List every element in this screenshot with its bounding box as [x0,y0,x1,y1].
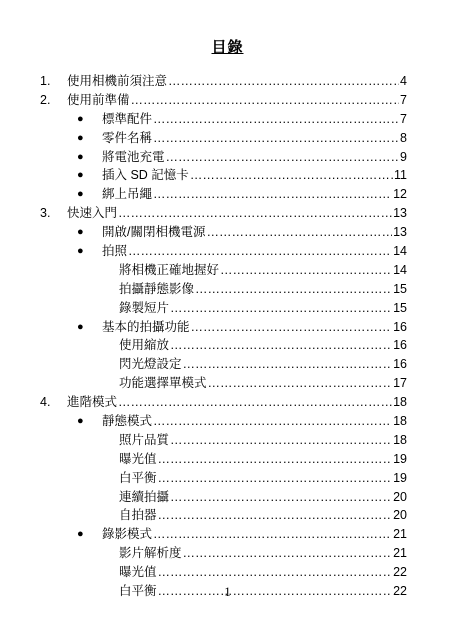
toc-entry-line [102,110,407,129]
toc-entry-page: 14 [393,262,407,277]
toc-entry [0,242,455,261]
toc-entry-line [119,450,407,469]
toc-entry-label: 白平衡 [119,470,157,485]
toc-entry [0,431,455,450]
toc-entry-page: 16 [393,357,407,372]
dot-leader [206,223,392,242]
bullet-icon: ● [77,169,84,182]
page-footer-number: 1 [224,584,231,599]
toc-entry-line [119,506,407,525]
dot-leader [153,412,392,431]
toc-entry [0,166,455,185]
toc-entry-page: 17 [393,376,407,391]
toc-entry-label: 標準配件 [102,111,153,126]
toc-entry-line [102,525,407,544]
toc-entry-label: 照片品質 [119,432,170,447]
toc-entry-page: 22 [393,565,407,580]
bullet-icon: ● [77,415,84,428]
toc-entry-page: 8 [400,130,407,145]
toc-entry-label: 靜態模式 [102,414,153,429]
toc-entry-page: 16 [393,319,407,334]
toc-entry-label: 功能選擇單模式 [119,376,207,391]
toc-entry [0,412,455,431]
toc-entry-number: 1. [40,74,51,88]
toc-entry-page: 18 [393,414,407,429]
dot-leader [153,185,392,204]
toc-entry-line [102,185,407,204]
dot-leader [170,431,392,450]
dot-leader [191,318,393,337]
toc-entry-line [67,91,407,110]
toc-entry-label: 插入 SD 記憶卡 [102,168,189,183]
bullet-icon: ● [77,245,84,258]
dot-leader [208,374,393,393]
toc-entry-page: 22 [393,584,407,599]
toc-entry-page: 18 [393,432,407,447]
toc-entry [0,299,455,318]
toc-entry [0,506,455,525]
toc-entry-line [67,393,407,412]
toc-entry-page: 11 [394,168,407,183]
dot-leader [168,72,399,91]
dot-leader [118,204,392,223]
dot-leader [158,563,393,582]
toc-entry-label: 基本的拍攝功能 [102,319,190,334]
toc-entry-page: 12 [393,187,407,202]
toc-entry [0,72,455,91]
toc-entry-line [119,563,407,582]
toc-entry-page: 16 [393,338,407,353]
toc-entry [0,563,455,582]
dot-leader [170,299,392,318]
toc-entry [0,204,455,223]
bullet-icon: ● [77,320,84,333]
toc-entry-line [102,223,407,242]
toc-entry-label: 影片解析度 [119,546,182,561]
toc-entry [0,525,455,544]
toc-entry [0,129,455,148]
toc-entry-line [119,469,407,488]
toc-entry-label: 拍照 [102,244,128,259]
dot-leader [128,242,392,261]
toc-entry-label: 快速入門 [67,206,118,221]
bullet-icon: ● [77,131,84,144]
toc-entry-page: 21 [393,527,407,542]
toc-entry-page: 20 [393,489,407,504]
toc-entry [0,469,455,488]
page-title: 目錄 [211,39,244,56]
toc-entry-page: 13 [393,206,407,221]
toc-entry-line [102,412,407,431]
toc-entry-line [119,544,407,563]
toc-entry-line [119,336,407,355]
toc-entry [0,91,455,110]
dot-leader [220,261,392,280]
dot-leader [183,355,393,374]
toc-entry [0,318,455,337]
toc-entry-line [102,318,407,337]
toc-entry-label: 將相機正確地握好 [119,262,220,277]
dot-leader [158,506,393,525]
toc-entry-line [119,374,407,393]
toc-entry-line [102,166,407,185]
toc-entry [0,261,455,280]
bullet-icon: ● [77,528,84,541]
toc-entry-label: 錄影模式 [102,527,153,542]
toc-entry-label: 開啟/關閉相機電源 [102,225,206,240]
toc-entry-page: 9 [400,149,407,164]
dot-leader [166,148,400,167]
toc-entry-label: 連續拍攝 [119,489,170,504]
dot-leader [170,336,392,355]
dot-leader [195,280,392,299]
dot-leader [153,110,399,129]
toc-entry-page: 21 [393,546,407,561]
toc-entry-line [119,355,407,374]
toc-entry-number: 2. [40,92,51,107]
toc-entry-line [67,72,407,91]
table-of-contents [0,72,455,601]
toc-entry-line [102,242,407,261]
bullet-icon: ● [77,188,84,201]
toc-entry-label: 零件名稱 [102,130,153,145]
toc-entry-line [119,261,407,280]
toc-entry [0,355,455,374]
toc-entry [0,336,455,355]
toc-entry [0,450,455,469]
toc-entry-page: 20 [393,508,407,523]
dot-leader [158,469,393,488]
toc-entry [0,488,455,507]
dot-leader [131,91,400,110]
toc-entry-page: 15 [393,300,407,315]
toc-entry-label: 將電池充電 [102,149,165,164]
toc-entry-line [119,431,407,450]
toc-entry-label: 使用相機前須注意 [67,74,168,88]
toc-entry [0,280,455,299]
toc-entry-label: 使用前準備 [67,92,130,107]
toc-entry-page: 19 [393,470,407,485]
toc-entry-number: 3. [40,206,51,221]
toc-entry [0,110,455,129]
toc-entry [0,393,455,412]
toc-entry-label: 自拍器 [119,508,157,523]
toc-entry-number: 4. [40,395,51,410]
toc-entry [0,544,455,563]
dot-leader [153,129,399,148]
toc-entry-line [119,299,407,318]
toc-entry-page: 14 [393,244,407,259]
toc-entry-page: 18 [393,395,407,410]
toc-entry-page: 13 [393,225,407,240]
dot-leader [118,393,392,412]
toc-entry [0,148,455,167]
toc-entry-page: 7 [400,92,407,107]
toc-entry-line [119,488,407,507]
toc-entry-page: 19 [393,451,407,466]
toc-entry-label: 使用縮放 [119,338,170,353]
toc-entry-page: 7 [400,111,407,126]
toc-entry-label: 閃光燈設定 [119,357,182,372]
toc-entry-line [102,129,407,148]
toc-entry [0,185,455,204]
dot-leader [158,450,393,469]
toc-entry-label: 拍攝靜態影像 [119,281,195,296]
toc-entry-label: 進階模式 [67,395,118,410]
dot-leader [190,166,393,185]
toc-entry-label: 曝光值 [119,451,157,466]
dot-leader [153,525,392,544]
bullet-icon: ● [77,112,84,125]
toc-entry-line [102,148,407,167]
bullet-icon: ● [77,150,84,163]
dot-leader [170,488,392,507]
toc-entry-line [67,204,407,223]
toc-entry-line [119,280,407,299]
bullet-icon: ● [77,226,84,239]
toc-entry [0,374,455,393]
dot-leader [183,544,393,563]
toc-entry-label: 錄製短片 [119,300,170,315]
toc-entry-page: 15 [393,281,407,296]
toc-entry-label: 綁上吊繩 [102,187,153,202]
toc-entry-page: 4 [400,74,407,88]
toc-entry [0,223,455,242]
toc-entry-label: 白平衡 [119,584,157,599]
toc-entry-label: 曝光值 [119,565,157,580]
